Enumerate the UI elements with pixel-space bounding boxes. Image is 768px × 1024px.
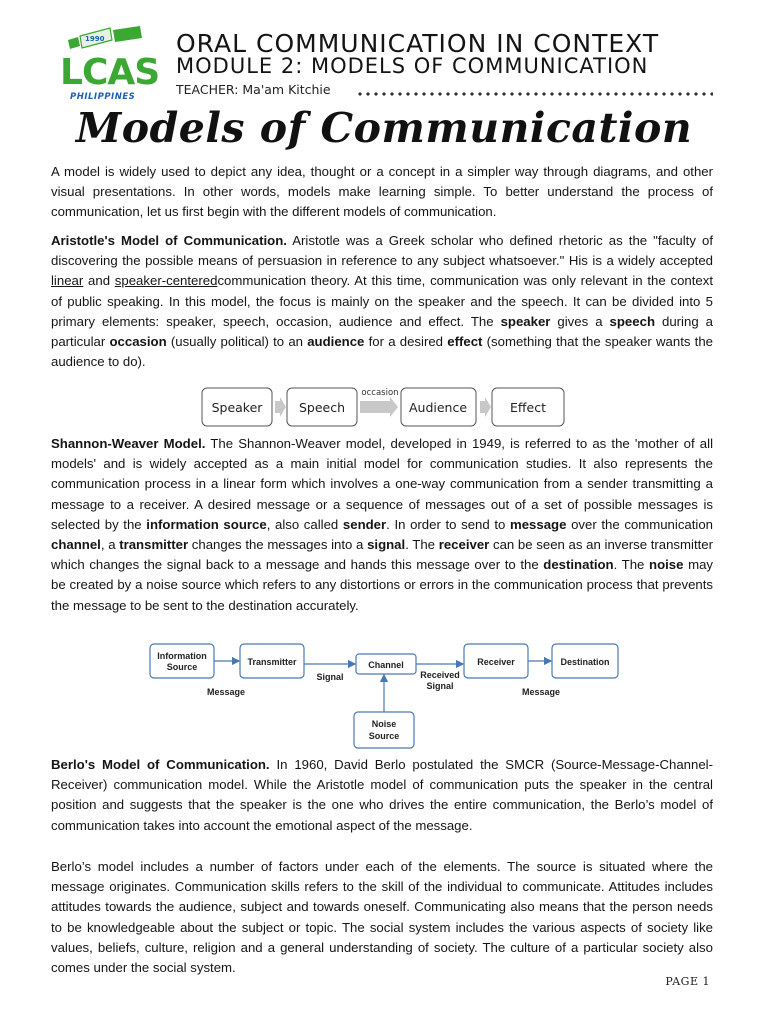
text-span: can be seen as an inverse transmitter which changes the signal back to a message and hands this message over to the xyxy=(51,537,713,573)
signal-label: Signal xyxy=(316,672,344,682)
bold-term: channel xyxy=(51,537,101,553)
text-span: . The xyxy=(613,557,650,573)
logo-text: LCAS xyxy=(60,52,160,93)
berlo-paragraph xyxy=(51,755,713,836)
bold-term: noise xyxy=(649,557,684,573)
course-title: ORAL COMMUNICATION IN CONTEXT xyxy=(176,29,660,58)
text-span: for a desired xyxy=(364,334,448,350)
message-label: Message xyxy=(206,687,246,697)
underlined-term: linear xyxy=(51,273,84,289)
dotted-divider xyxy=(356,92,713,96)
text-span: (usually political) to an xyxy=(166,334,308,350)
text-span: In 1960, David Berlo postulated the SMCR (Source-Message-Channel-Receiver) communication model. While the Aristotle model of communication puts the speaker in the central position and suggests that the speaker is the one who drives the entire communication, the Berlo’s model of communication takes into account the emotional aspect of the message. xyxy=(51,757,713,833)
received-signal-label: Signal xyxy=(426,681,454,691)
text-span: changes the messages into a xyxy=(188,537,368,553)
information-source-box xyxy=(150,644,214,678)
text-span: over the communication xyxy=(566,516,714,532)
shannon-paragraph xyxy=(51,434,713,616)
logo-year: 1990 xyxy=(85,35,105,43)
speaker-label: Speaker xyxy=(211,400,263,415)
information-source-label: Information xyxy=(157,651,207,661)
intro-paragraph: A model is widely used to depict any idea, thought or a concept in a simpler way through diagrams, and other visual presentations. In other words, models make learning simple. To better understand the process of communication, let us first begin with the different models of communication. xyxy=(51,164,713,220)
text-span: . The xyxy=(405,537,439,553)
arrow-icon xyxy=(480,397,491,417)
bold-term: audience xyxy=(307,334,365,350)
noise-source-label: Noise xyxy=(371,719,397,729)
logo-subtext: PHILIPPINES xyxy=(70,92,136,102)
noise-source-box xyxy=(354,712,414,748)
bold-term: transmitter xyxy=(119,537,189,553)
noise-source-label: Source xyxy=(368,731,400,741)
text-span: , also called xyxy=(266,516,343,532)
berlo-paragraph-2: Berlo’s model includes a number of factors under each of the elements. The source is situated where the message originates. Communication skills refers to the skill of the individual to communicate. Attitudes includes attitudes towards the audience, subject and towards oneself. Communicating also means that the person needs to be knowledgeable about the subject or topic. The social system includes the various aspects of society like values, beliefs, culture, religion and a general understanding of society. The culture of a particular society also comes under the social system. xyxy=(51,859,713,976)
text-span: and xyxy=(83,273,115,289)
underlined-term: speaker-centered xyxy=(114,273,218,289)
module-title: MODULE 2: MODELS OF COMMUNICATION xyxy=(176,54,649,78)
shannon-weaver-diagram xyxy=(148,640,622,754)
text-span: The Shannon-Weaver model, developed in 1949, is referred to as the 'mother of all models' and is widely accepted as a main initial model for communication studies. It also represents the communication process in a linear form which involves a one-way communication from a sender transmitting a message to a receiver. A desired message or a sequence of messages out of a set of possible messages is selected by the xyxy=(51,436,713,532)
page-title: Models of Communication xyxy=(75,104,693,152)
text-span: , a xyxy=(100,537,120,553)
arrow-icon xyxy=(275,397,286,417)
bold-term: effect xyxy=(447,334,483,350)
channel-label: Channel xyxy=(368,660,404,670)
shannon-heading: Shannon-Weaver Model. xyxy=(51,436,206,451)
received-signal-label: Received xyxy=(420,670,460,680)
bold-term: sender xyxy=(342,516,387,532)
text-span: may be created by a noise source which refers to any distortions or errors in the communication process that prevents the message to be sent to the destination accurately. xyxy=(51,557,713,613)
text-span: Aristotle was a Greek scholar who defined rhetoric as the "faculty of discovering the possible means of persuasion in reference to any subject whatsoever." His is a widely accepted xyxy=(51,233,713,269)
page-number: PAGE 1 xyxy=(665,975,710,988)
aristotle-heading: Aristotle's Model of Communication. xyxy=(51,233,287,248)
bold-term: occasion xyxy=(109,334,167,350)
bold-term: speaker xyxy=(500,313,551,329)
receiver-label: Receiver xyxy=(477,657,515,667)
bold-term: destination xyxy=(543,557,614,573)
arrow-icon xyxy=(360,397,398,417)
text-span: . In order to send to xyxy=(386,516,510,532)
speech-label: Speech xyxy=(298,400,346,415)
bold-term: signal xyxy=(367,537,406,553)
text-span: communication theory. At this time, communication was only relevant in the context of public speaking. In this model, the focus is mainly on the speaker and the speech. It can be divided into 5 primary elements: speaker, speech, occasion, audience and effect. The xyxy=(51,273,713,329)
text-span: (something that the speaker wants the audience to do). xyxy=(51,334,714,370)
effect-label: Effect xyxy=(510,400,546,415)
text-span: during a particular xyxy=(51,313,713,350)
transmitter-label: Transmitter xyxy=(247,657,297,667)
berlo-heading: Berlo's Model of Communication. xyxy=(51,757,270,772)
bold-term: information source xyxy=(146,516,267,532)
teacher-name: TEACHER: Ma'am Kitchie xyxy=(176,82,331,97)
bold-term: speech xyxy=(609,313,655,329)
aristotle-diagram xyxy=(200,384,570,430)
aristotle-paragraph xyxy=(51,231,713,372)
bold-term: receiver xyxy=(438,537,490,553)
occasion-label: occasion xyxy=(361,388,399,398)
audience-label: Audience xyxy=(408,400,468,415)
information-source-label: Source xyxy=(166,662,198,672)
destination-label: Destination xyxy=(560,657,610,667)
lcas-logo xyxy=(58,26,166,104)
message-label: Message xyxy=(521,687,561,697)
page-header xyxy=(0,0,768,110)
bold-term: message xyxy=(509,516,567,532)
text-span: gives a xyxy=(550,313,610,329)
